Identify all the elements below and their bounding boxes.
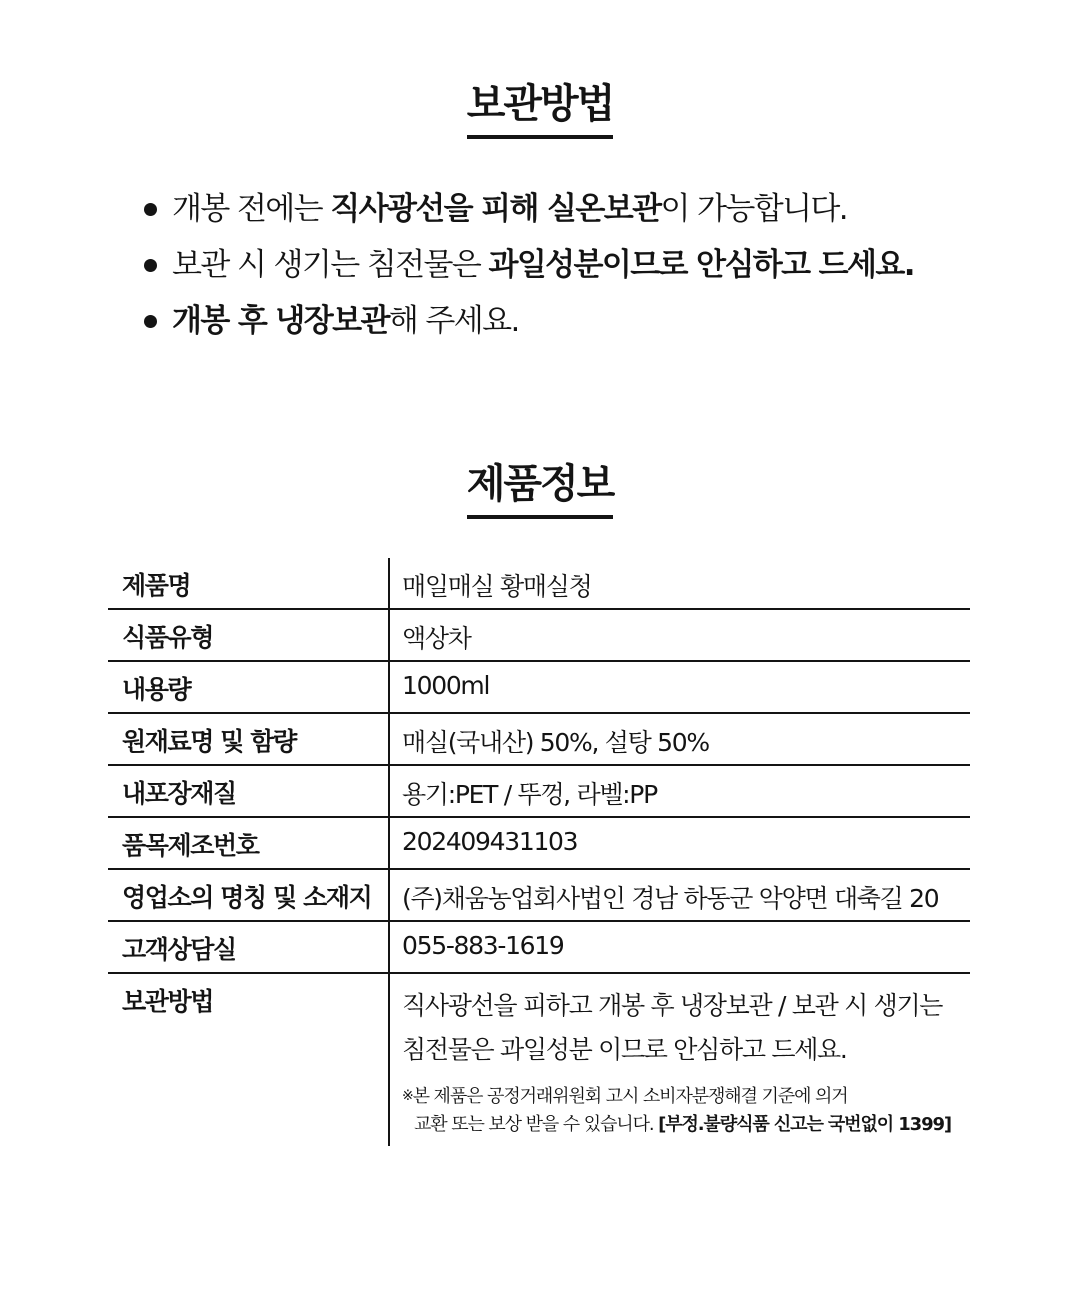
bullet-icon: [144, 259, 157, 272]
note-text: 해 주세요.: [388, 303, 519, 339]
table-row-ingredients: [108, 714, 970, 766]
product-info-section-title: [0, 452, 1080, 519]
note-text: 개봉 전에는: [172, 191, 331, 227]
storage-instruction-line: 침전물은 과일성분 이므로 안심하고 드세요.: [402, 1035, 847, 1064]
row-label: 식품유형: [108, 610, 388, 662]
reference-mark-icon: ※: [402, 1088, 413, 1104]
row-value: 용기:PET / 뚜껑, 라벨:PP: [388, 766, 970, 818]
row-label: 품목제조번호: [108, 818, 388, 870]
table-row-product-name: [108, 558, 970, 610]
row-label: 내포장재질: [108, 766, 388, 818]
table-row-packaging: [108, 766, 970, 818]
storage-note-3: [142, 298, 914, 354]
row-label: 고객상담실: [108, 922, 388, 974]
bullet-icon: [144, 315, 157, 328]
storage-section-title: [0, 72, 1080, 139]
table-row-volume: [108, 662, 970, 714]
row-value: 202409431103: [388, 818, 970, 870]
note-emphasis: 직사광선을 피해 실온보관: [330, 191, 661, 227]
row-value: [388, 974, 970, 1146]
notice-text: 본 제품은 공정거래위원회 고시 소비자분쟁해결 기준에 의거: [412, 1086, 848, 1107]
table-row-storage: [108, 974, 970, 1146]
note-emphasis: 과일성분이므로 안심하고 드세요.: [488, 247, 914, 283]
row-value: (주)채움농업회사법인 경남 하동군 악양면 대축길 20: [388, 870, 970, 922]
storage-notes-list: [142, 186, 914, 354]
row-label: 제품명: [108, 558, 388, 610]
bullet-icon: [144, 203, 157, 216]
row-value: 1000ml: [388, 662, 970, 714]
row-label: 보관방법: [122, 987, 214, 1016]
table-row-business: [108, 870, 970, 922]
consumer-notice: [402, 1082, 970, 1139]
table-row-report-number: [108, 818, 970, 870]
notice-emphasis: [부정.불량식품 신고는 국번없이 1399]: [658, 1114, 952, 1135]
table-row-customer-service: [108, 922, 970, 974]
row-value: 055-883-1619: [388, 922, 970, 974]
note-text: 이 가능합니다.: [660, 191, 848, 227]
product-info-table: [108, 558, 970, 1146]
table-row-food-type: [108, 610, 970, 662]
row-value: 액상차: [388, 610, 970, 662]
row-value: 매일매실 황매실청: [388, 558, 970, 610]
row-label: 내용량: [108, 662, 388, 714]
row-label: 영업소의 명칭 및 소재지: [108, 870, 388, 922]
storage-note-2: [142, 242, 914, 298]
storage-title-text: 보관방법: [467, 72, 614, 139]
row-value: 매실(국내산) 50%, 설탕 50%: [388, 714, 970, 766]
product-info-title-text: 제품정보: [467, 452, 614, 519]
note-text: 보관 시 생기는 침전물은: [172, 247, 489, 283]
storage-note-1: [142, 186, 914, 242]
note-emphasis: 개봉 후 냉장보관: [172, 303, 389, 339]
notice-text: 교환 또는 보상 받을 수 있습니다.: [414, 1114, 659, 1135]
row-label: 원재료명 및 함량: [108, 714, 388, 766]
storage-instruction-line: 직사광선을 피하고 개봉 후 냉장보관 / 보관 시 생기는: [402, 991, 943, 1020]
